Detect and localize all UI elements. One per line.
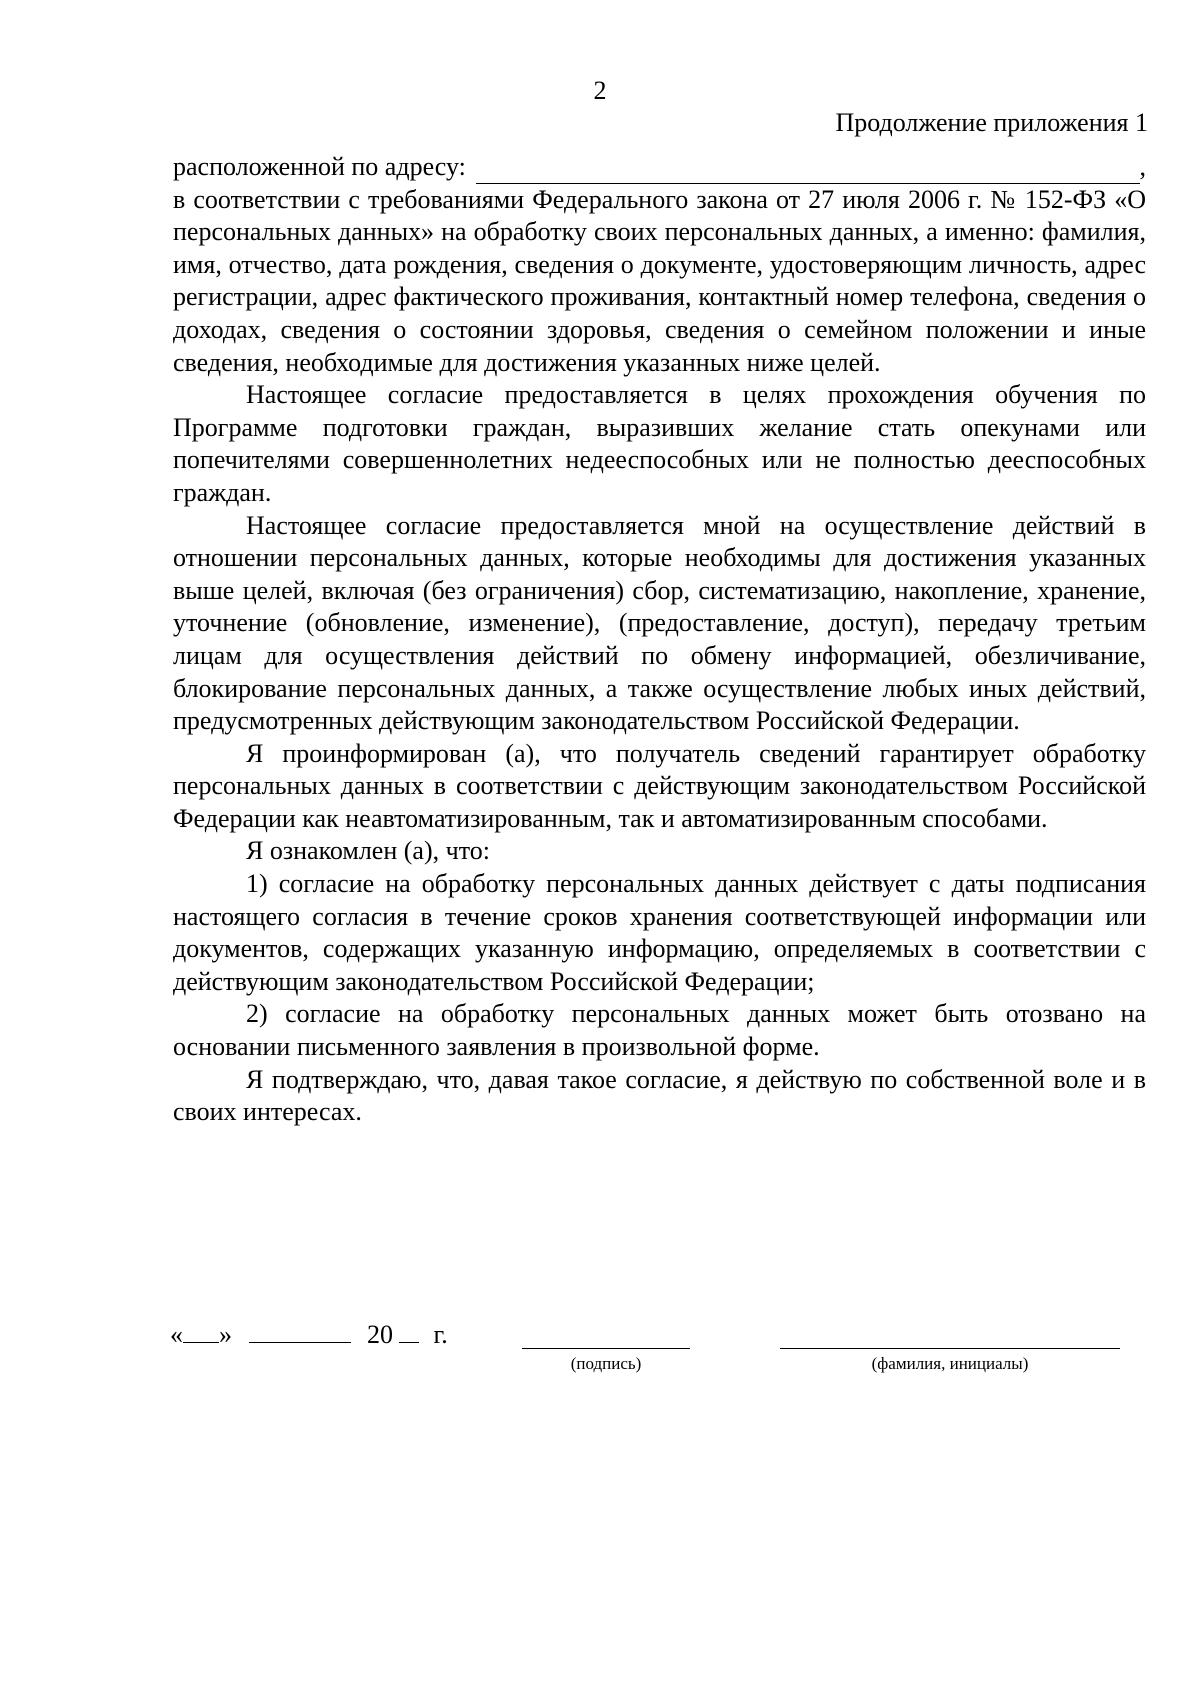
- name-caption: (фамилия, инициалы): [871, 1354, 1029, 1373]
- date-field: [170, 1318, 448, 1352]
- signature-block: [0, 1318, 1200, 1378]
- quote-open: «: [170, 1320, 183, 1349]
- year-suffix: г.: [433, 1320, 448, 1349]
- address-comma: ,: [1139, 152, 1146, 181]
- address-blank-field[interactable]: [476, 159, 1140, 184]
- paragraph-consent-scope: в соответствии с требованиями Федерального закона от 27 июля 2006 г. № 152-ФЗ «О персональных данных» на обработку своих персональных данных, а именно: фамилия, имя, отчество, дата рождения, сведения о документе, удостоверяющим личность, адрес регистрации, адрес фактического проживания, контактный номер телефона, сведения о доходах, сведения о состоянии здоровья, сведения о семейном положении и иные сведения, необходимые для достижения указанных ниже целей.: [173, 184, 1146, 377]
- day-blank[interactable]: [183, 1318, 219, 1343]
- signature-caption: (подпись): [570, 1354, 642, 1373]
- quote-close: »: [219, 1320, 232, 1349]
- paragraph-item-1: 1) согласие на обработку персональных данных действует с даты подписания настоящего согласия в течение сроков хранения соответствующей информации или документов, содержащих указанную информацию, определяемых в соответствии с действующим законодательством Российской Федерации;: [173, 869, 1146, 996]
- month-blank[interactable]: [249, 1318, 351, 1343]
- document-body: [173, 151, 1146, 1129]
- appendix-note: Продолжение приложения 1: [835, 108, 1148, 137]
- paragraph-confirmation: Я подтверждаю, что, давая такое согласие, я действую по собственной воле и в своих интересах.: [173, 1064, 1146, 1127]
- page-number: 2: [593, 76, 607, 105]
- paragraph-item-2: 2) согласие на обработку персональных данных может быть отозвано на основании письменного заявления в произвольной форме.: [173, 999, 1146, 1062]
- paragraph-acknowledged: Я ознакомлен (а), что:: [246, 836, 490, 866]
- year-blank[interactable]: [399, 1318, 419, 1343]
- paragraph-purpose: Настоящее согласие предоставляется в целях прохождения обучения по Программе подготовки граждан, выразивших желание стать опекунами или попечителями совершеннолетних недееспособных или не полностью дееспособных граждан.: [173, 380, 1146, 507]
- name-blank[interactable]: [780, 1348, 1120, 1349]
- signature-blank[interactable]: [522, 1348, 690, 1349]
- year-prefix: 20: [367, 1320, 393, 1349]
- paragraph-actions: Настоящее согласие предоставляется мной на осуществление действий в отношении персональных данных, которые необходимы для достижения указанных выше целей, включая (без ограничения) сбор, систематизацию, накопление, хранение, уточнение (обновление, изменение), (предоставление, доступ), передачу третьим лицам для осуществления действий по обмену информацией, обезличивание, блокирование персональных данных, а также осуществление любых иных действий, предусмотренных действующим законодательством Российской Федерации.: [173, 510, 1146, 736]
- address-label: расположенной по адресу:: [173, 152, 466, 181]
- address-line: [173, 151, 1146, 184]
- paragraph-informed: Я проинформирован (а), что получатель сведений гарантирует обработку персональных данных в соответствии с действующим законодательством Российской Федерации как неавтоматизированным, так и автоматизированным способами.: [173, 738, 1146, 833]
